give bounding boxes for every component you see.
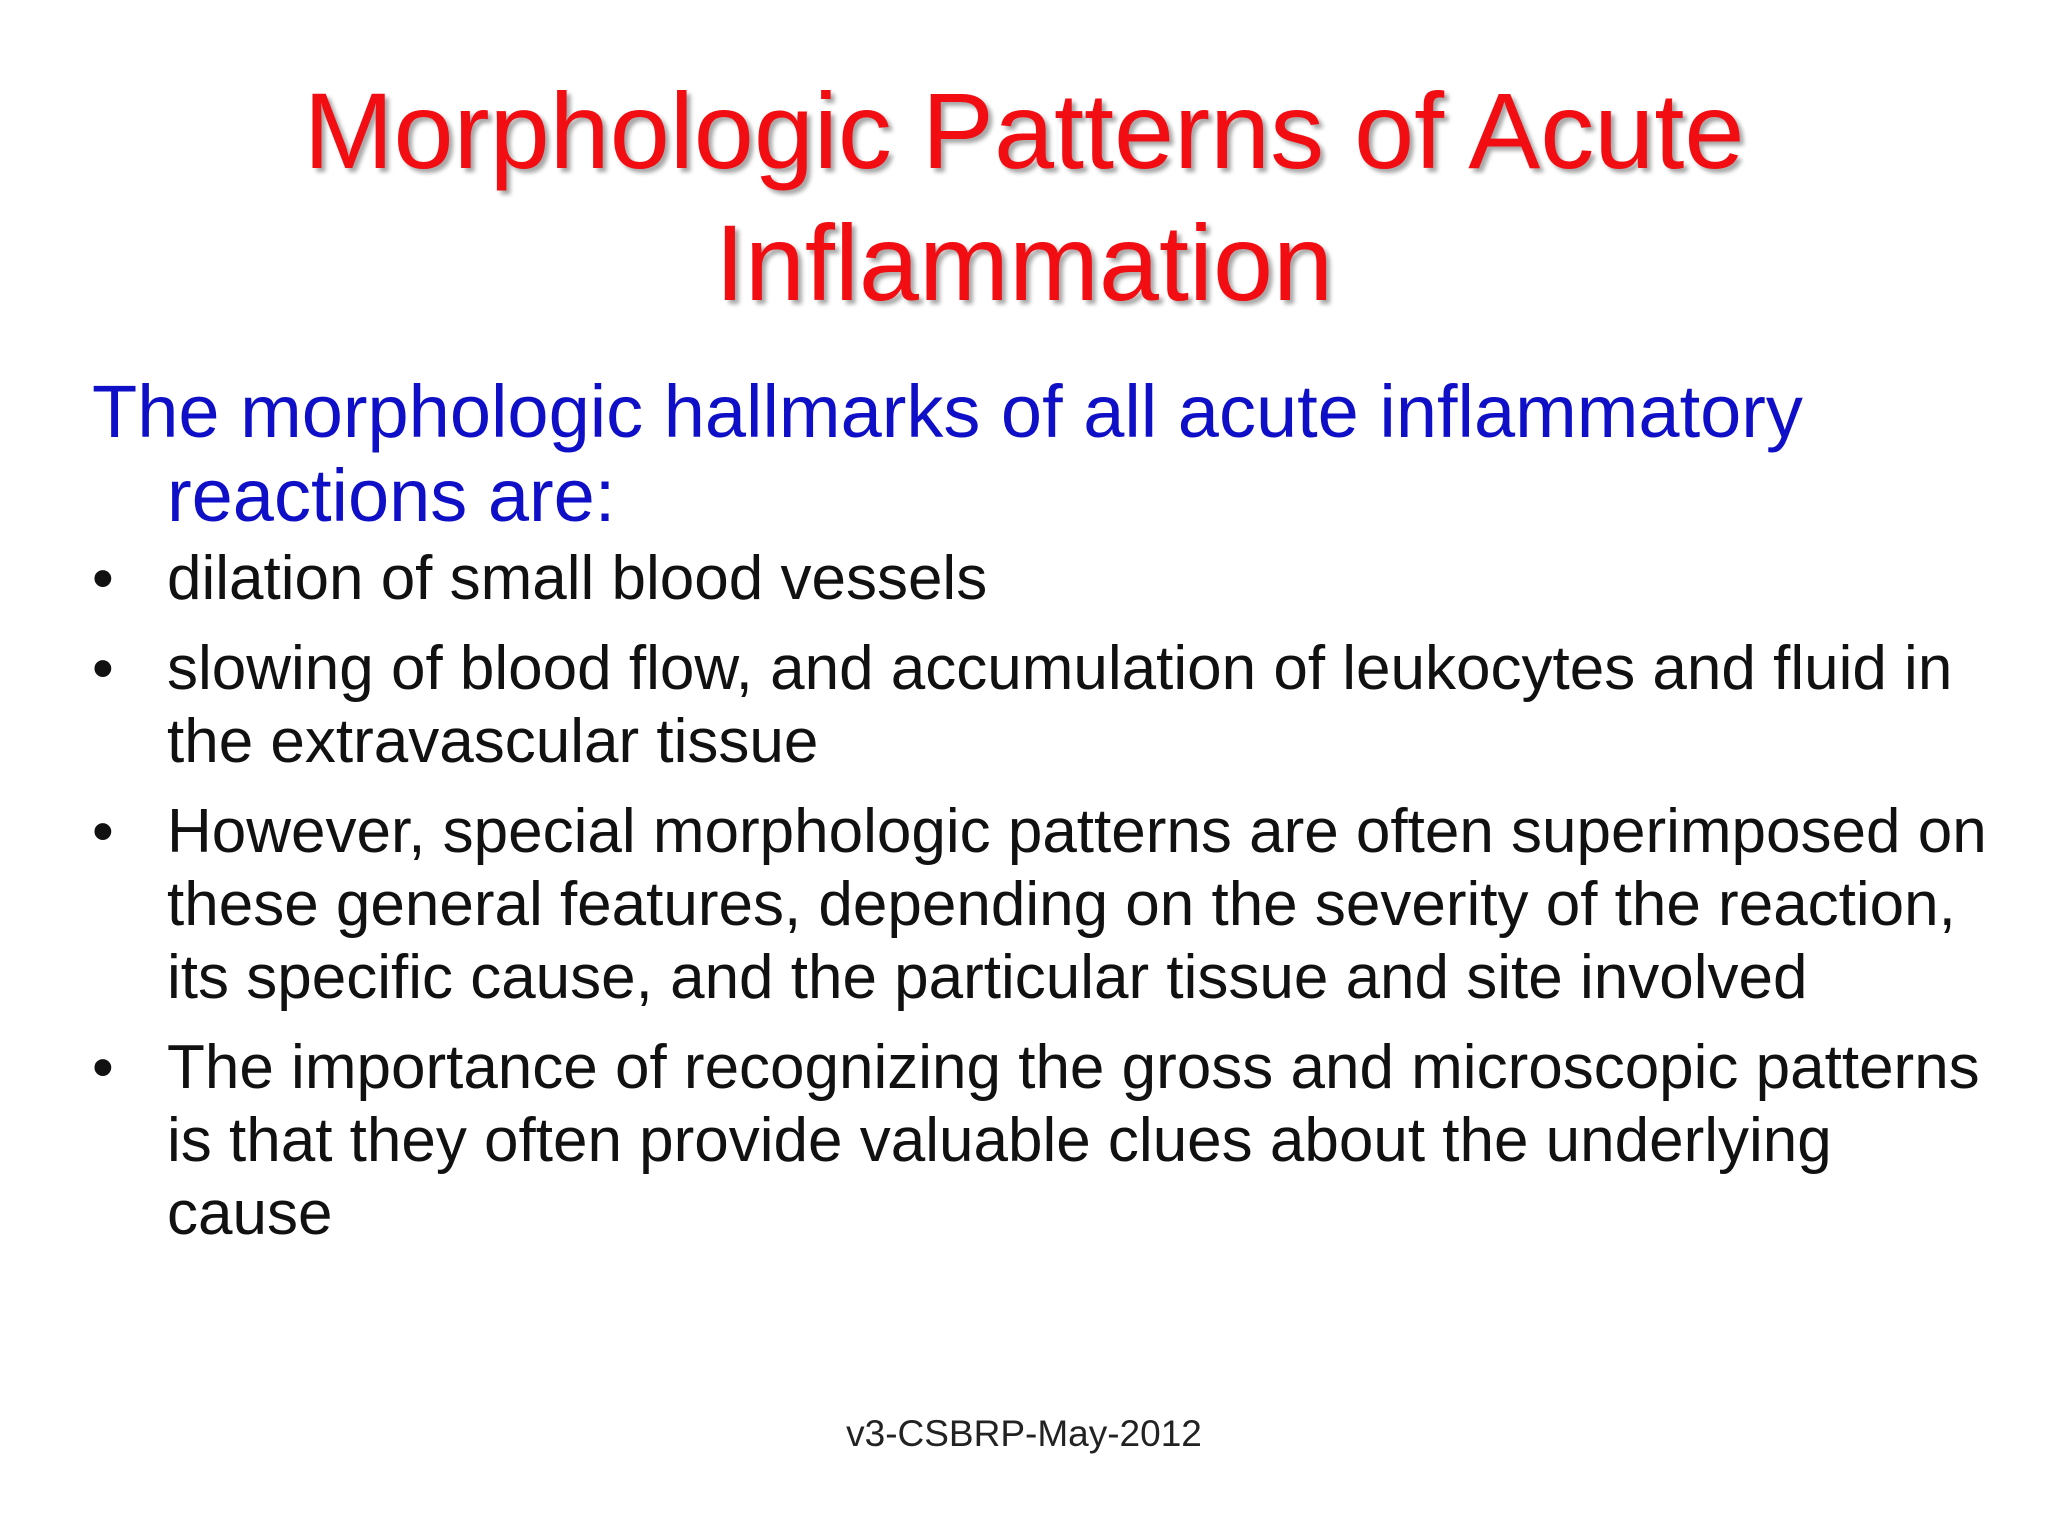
bullet-text: dilation of small blood vessels [167,544,988,613]
bullet-item [92,1031,2012,1250]
intro-text: The morphologic hallmarks of all acute inflammatory reactions are: [92,370,1803,537]
slide-title: Morphologic Patterns of Acute Inflammation [303,70,1745,323]
bullet-text: The importance of recognizing the gross and microscopic patterns is that they often provide valuable clues about the underlying cause [167,1033,1980,1248]
bullet-item [92,542,2012,615]
bullet-item [92,795,2012,1014]
slide-footer: v3-CSBRP-May-2012 [846,1413,1202,1454]
bullet-list [92,542,2012,1250]
bullet-text: However, special morphologic patterns are often superimposed on these general features, depending on the severity of the reaction, its specific cause, and the particular tissue and site involved [167,797,1987,1012]
bullet-icon: • [92,1033,114,1102]
bullet-icon: • [92,634,114,703]
bullet-icon: • [92,797,114,866]
bullet-item [92,632,2012,778]
bullet-icon: • [92,544,114,613]
bullet-text: slowing of blood flow, and accumulation of leukocytes and fluid in the extravascular tissue [167,634,1953,776]
slide-content [92,370,2012,1267]
